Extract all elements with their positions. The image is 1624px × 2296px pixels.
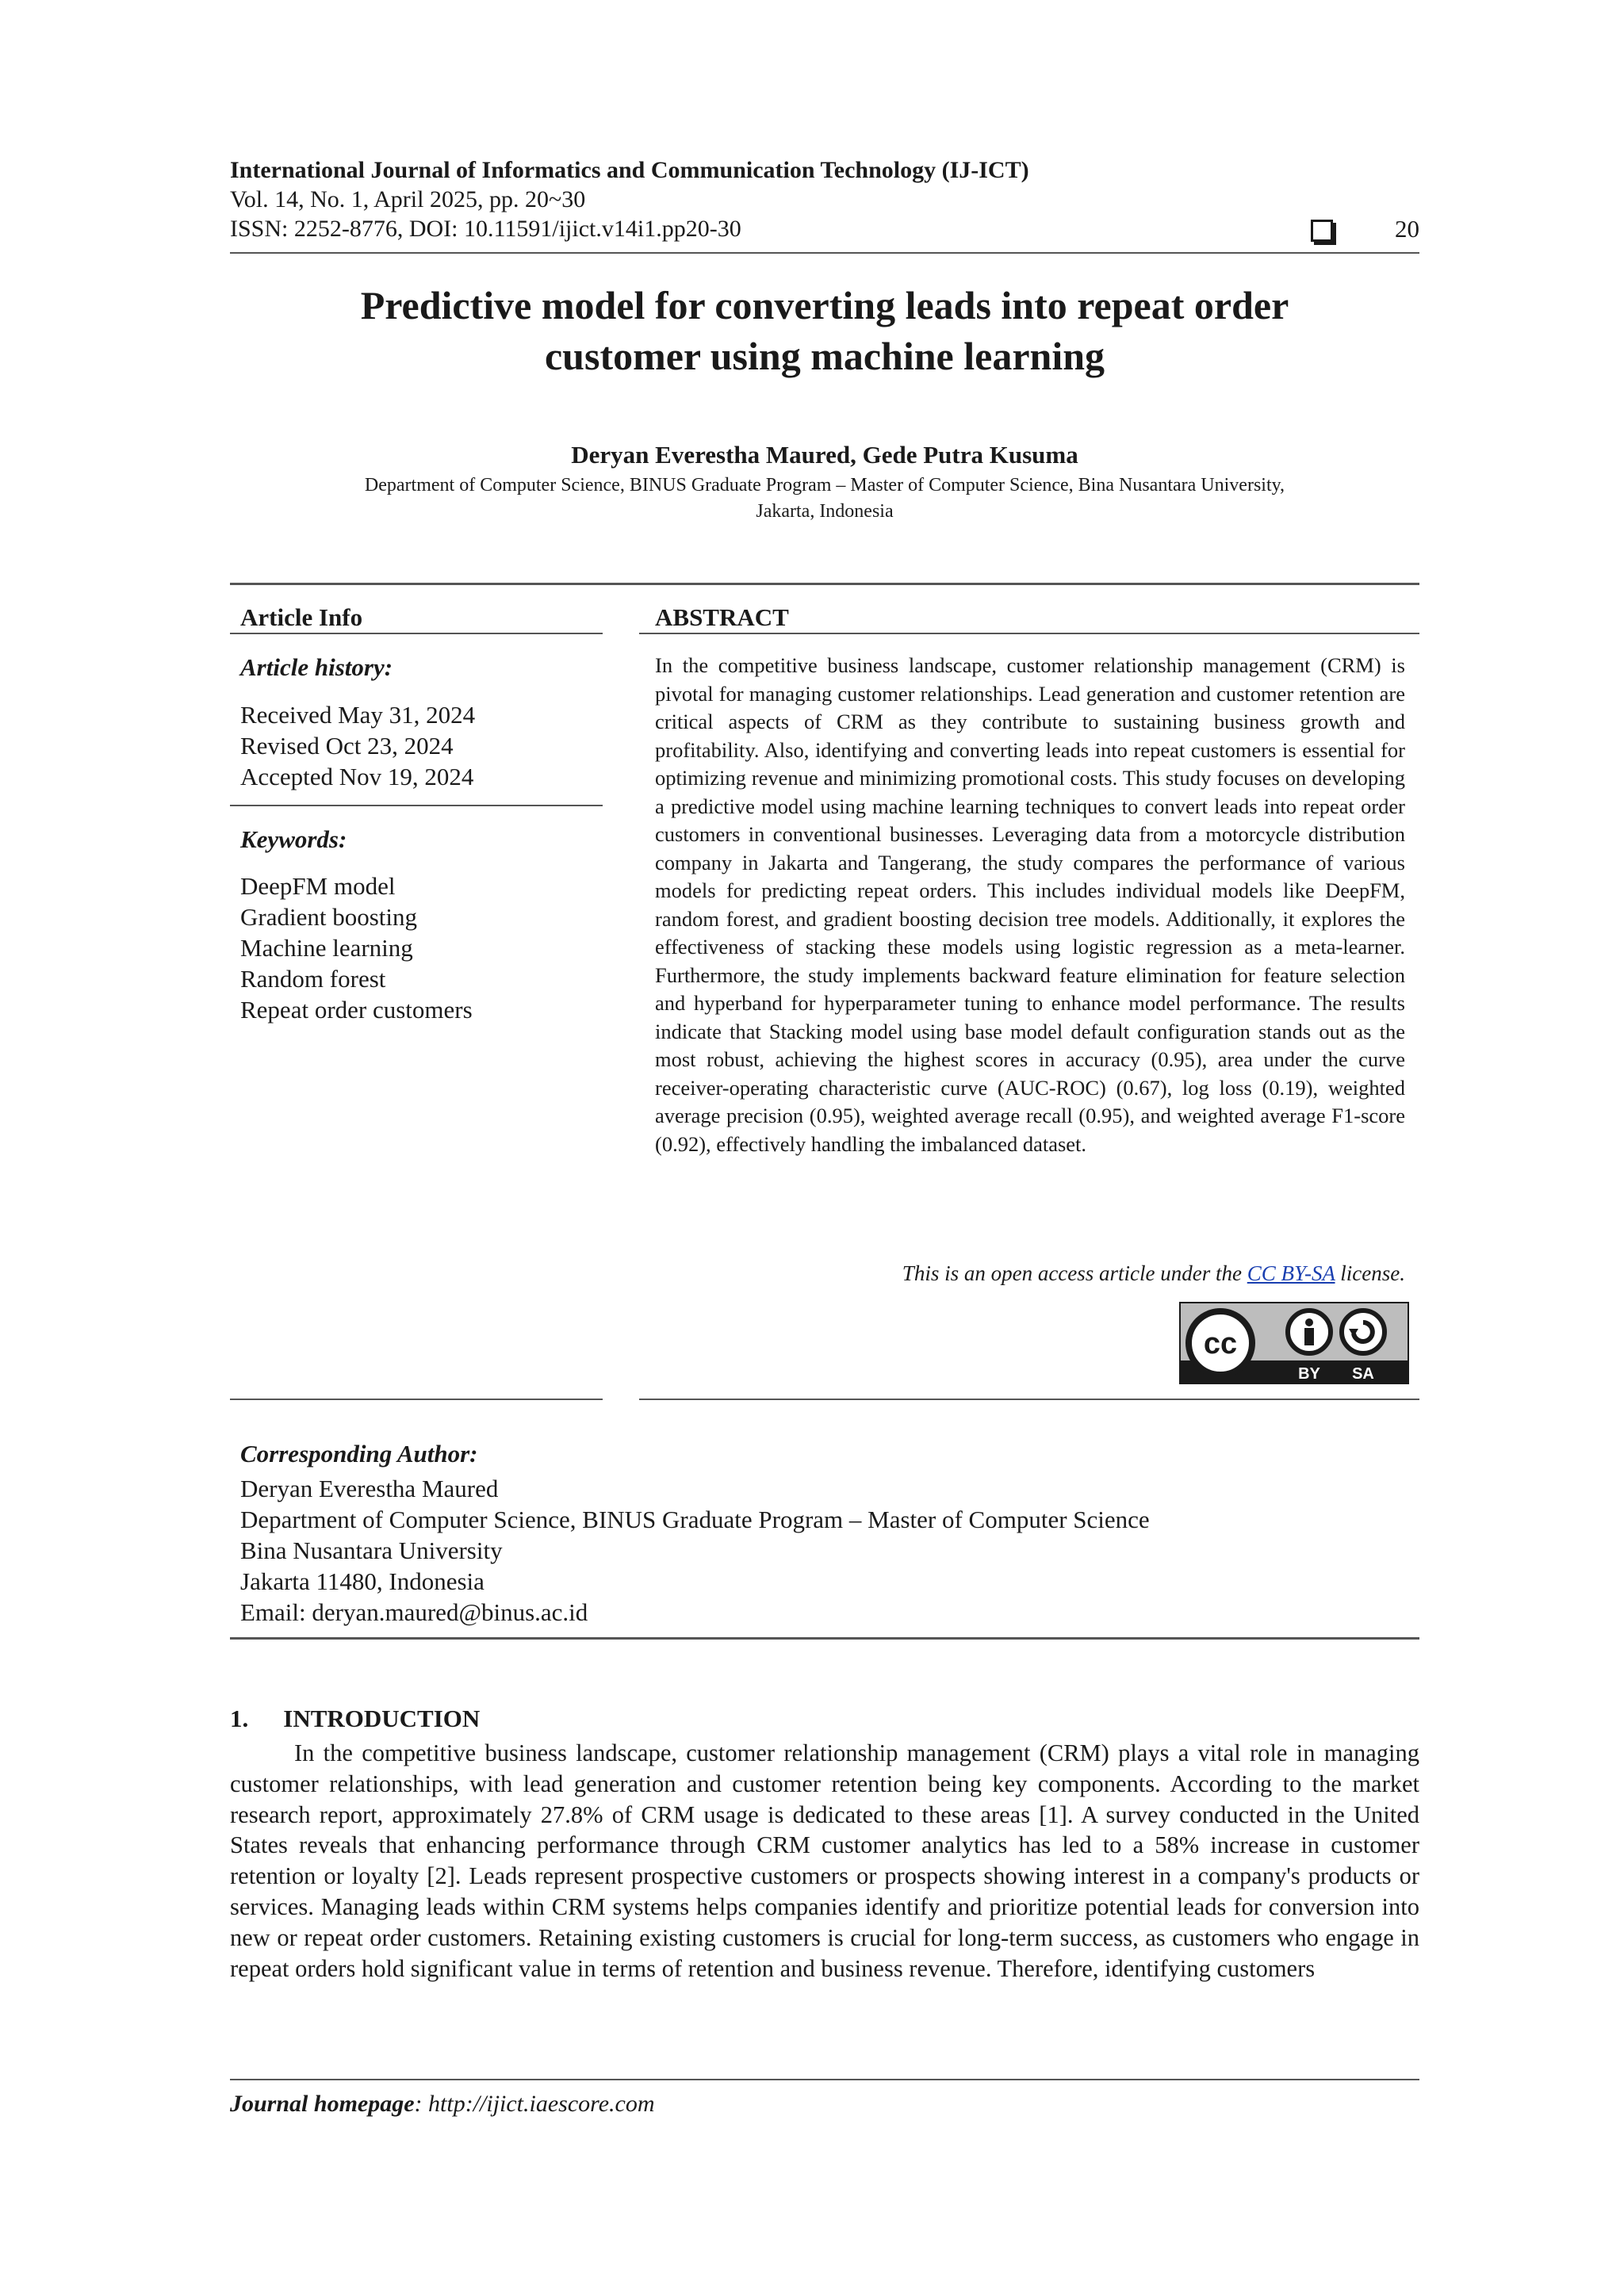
journal-issn: ISSN: 2252-8776, DOI: 10.11591/ijict.v14i1.pp20-30	[230, 216, 741, 242]
history-revised: Revised Oct 23, 2024	[240, 732, 454, 760]
keyword-item: Machine learning	[240, 934, 413, 962]
sa-label: SA	[1352, 1365, 1374, 1383]
corresponding-department: Department of Computer Science, BINUS Graduate Program – Master of Computer Science	[240, 1506, 1150, 1533]
abstract-rule	[639, 633, 1419, 634]
paper-title	[230, 280, 1419, 381]
checkbox-icon	[1311, 220, 1333, 242]
journal-title: International Journal of Informatics and Communication Technology (IJ-ICT)	[230, 157, 1029, 183]
corresponding-university: Bina Nusantara University	[240, 1536, 503, 1564]
cc-by-sa-badge[interactable]	[1179, 1302, 1409, 1384]
infobox-top-rule	[230, 583, 1419, 585]
keywords-heading: Keywords:	[240, 825, 347, 853]
introduction-paragraph: In the competitive business landscape, customer relationship management (CRM) plays a vital role in managing customer relationships, with lead generation and customer retention being key components. According to the market research report, approximately 27.8% of CRM usage is dedicated to these areas [1]. A survey conducted in the United States reveals that enhancing performance through CRM customer analytics has led to a 58% increase in customer retention or loyalty [2]. Leads represent prospective customers or prospects showing interest in a company's products or services. Managing leads within CRM systems helps companies identify and prioritize potential leads for conversion into new or repeat order customers. Retaining existing customers is crucial for long-term success, as customers who engage in repeat orders hold significant value in terms of retention and business revenue. Therefore, identifying customers	[230, 1739, 1419, 1982]
license-suffix: license.	[1335, 1261, 1405, 1285]
keywords-list	[240, 871, 473, 1025]
abstract-heading: ABSTRACT	[655, 603, 789, 631]
license-prefix: This is an open access article under the	[902, 1261, 1247, 1285]
left-bottom-rule	[230, 1399, 603, 1400]
history-received: Received May 31, 2024	[240, 701, 476, 729]
article-info-heading: Article Info	[240, 603, 363, 631]
history-heading: Article history:	[240, 653, 393, 681]
footer-url[interactable]: http://ijict.iaescore.com	[428, 2091, 655, 2117]
license-note	[655, 1261, 1405, 1286]
title-line-2: customer using machine learning	[544, 334, 1105, 378]
abstract-text: In the competitive business landscape, customer relationship management (CRM) is pivotal for managing customer relationships. Lead generation and customer retention are critical aspects of CRM as they contribute to sustaining business growth and profitability. Also, identifying and converting leads into repeat customers is essential for optimizing revenue and minimizing promotional costs. This study focuses on developing a predictive model using machine learning techniques to convert leads into repeat order customers in conventional businesses. Leveraging data from a motorcycle distribution company in Jakarta and Tangerang, the study compares the performance of various models for predicting repeat orders. This includes individual models like DeepFM, random forest, and gradient boosting decision tree models. Additionally, it explores the effectiveness of stacking these models using logistic regression as a meta-learner. Furthermore, the study implements backward feature elimination for feature selection and hyperband for hyperparameter tuning to enhance model performance. The results indicate that Stacking model using base model default configuration stands out as the most robust, achieving the highest scores in accuracy (0.95), area under the curve receiver-operating characteristic curve (AUC-ROC) (0.67), log loss (0.19), weighted average precision (0.95), weighted average recall (0.95), and weighted average F1-score (0.92), effectively handling the imbalanced dataset.	[655, 653, 1405, 1156]
abstract-body	[655, 652, 1405, 1158]
affiliation	[278, 473, 1372, 525]
footer-sep: :	[414, 2091, 429, 2117]
corresponding-name: Deryan Everestha Maured	[240, 1475, 499, 1502]
keyword-item: Gradient boosting	[240, 903, 417, 931]
right-bottom-rule	[639, 1399, 1419, 1400]
journal-header	[230, 155, 1419, 243]
introduction-heading	[230, 1705, 480, 1733]
corresponding-city: Jakarta 11480, Indonesia	[240, 1567, 485, 1595]
license-link[interactable]: CC BY-SA	[1247, 1261, 1335, 1285]
footer-label: Journal homepage	[230, 2091, 415, 2117]
footer-rule	[230, 2079, 1419, 2080]
journal-footer	[230, 2091, 655, 2118]
keyword-item: Repeat order customers	[240, 996, 473, 1024]
section-number: 1.	[230, 1705, 249, 1732]
by-label: BY	[1298, 1365, 1320, 1383]
infobox-bottom-rule	[230, 1637, 1419, 1640]
keyword-item: Random forest	[240, 965, 386, 993]
corresponding-details	[240, 1473, 1150, 1628]
article-info-rule	[230, 633, 603, 634]
corresponding-email: Email: deryan.maured@binus.ac.id	[240, 1598, 588, 1626]
title-line-1: Predictive model for converting leads into repeat order	[360, 283, 1289, 327]
journal-volume: Vol. 14, No. 1, April 2025, pp. 20~30	[230, 186, 586, 212]
affiliation-line-1: Department of Computer Science, BINUS Graduate Program – Master of Computer Science, Bina Nusantara University,	[364, 475, 1285, 496]
header-rule	[230, 252, 1419, 254]
keyword-item: DeepFM model	[240, 872, 396, 900]
history-accepted: Accepted Nov 19, 2024	[240, 763, 474, 790]
introduction-body	[230, 1738, 1419, 1984]
cc-by-sa-logo	[1181, 1303, 1408, 1383]
history-list	[240, 699, 475, 792]
cc-label: cc	[1203, 1327, 1238, 1360]
affiliation-line-2: Jakarta, Indonesia	[756, 501, 894, 522]
authors: Deryan Everestha Maured, Gede Putra Kusuma	[571, 441, 1078, 469]
history-rule	[230, 805, 603, 806]
page-number: 20	[1395, 215, 1419, 243]
section-title: INTRODUCTION	[283, 1705, 481, 1732]
corresponding-heading: Corresponding Author:	[240, 1440, 478, 1468]
